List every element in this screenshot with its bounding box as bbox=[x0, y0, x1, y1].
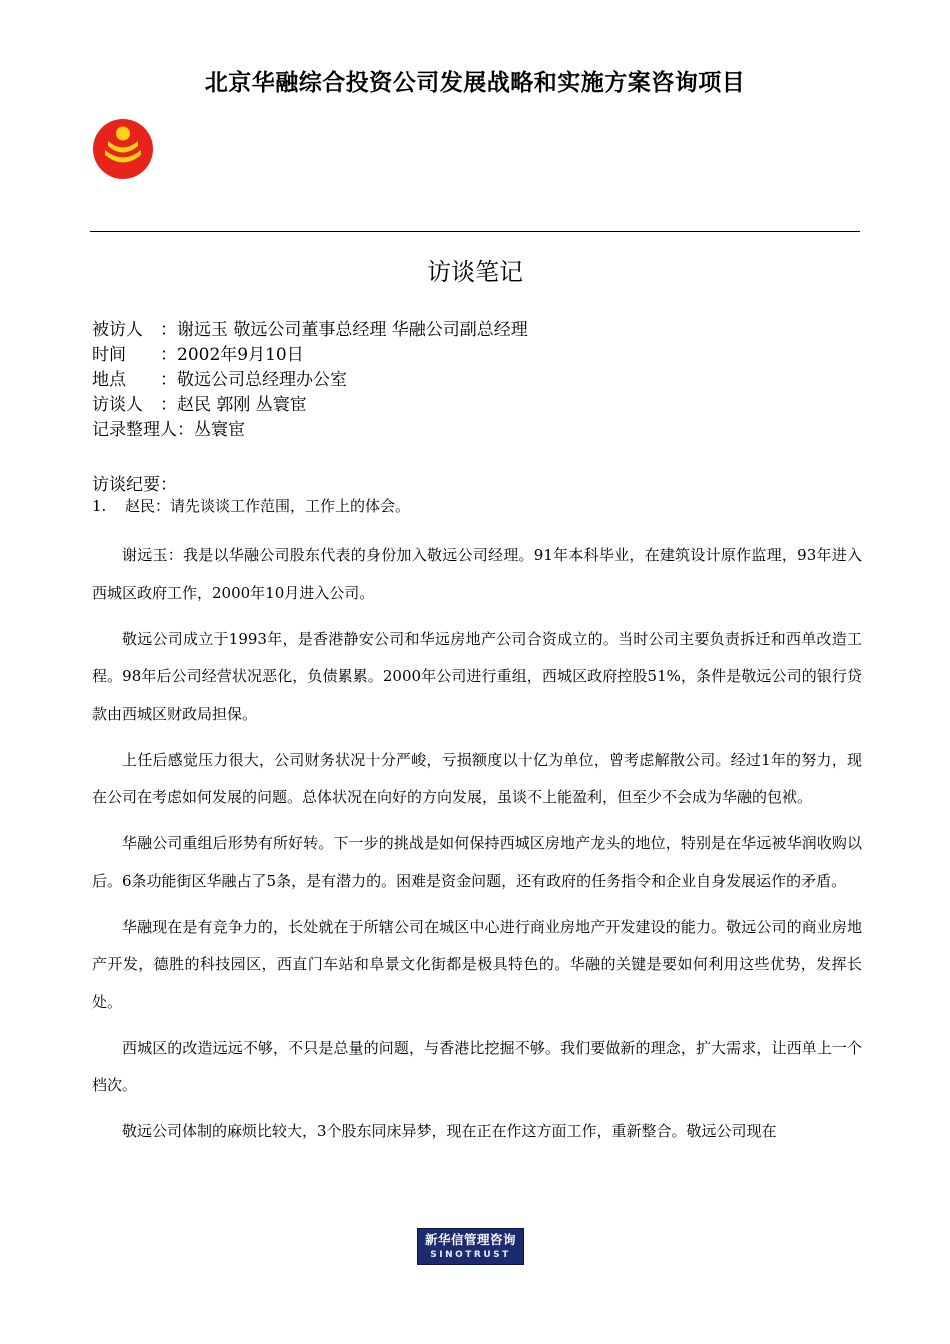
paragraph: 上任后感觉压力很大，公司财务状况十分严峻，亏损额度以十亿为单位，曾考虑解散公司。经过1年的努力，现在公司在考虑如何发展的问题。总体状况在向好的方向发展，虽谈不上能盈利，但至少不会成为华融的包袱。 bbox=[92, 750, 862, 806]
meta-place bbox=[92, 368, 528, 393]
meta-interviewee bbox=[92, 318, 528, 343]
meta-recorder bbox=[92, 418, 528, 443]
company-logo bbox=[92, 118, 154, 180]
meta-label: 访谈人 bbox=[92, 395, 143, 415]
paragraph: 华融公司重组后形势有所好转。下一步的挑战是如何保持西城区房地产龙头的地位，特别是在华远被华润收购以后。6条功能街区华融占了5条，是有潜力的。困难是资金问题，还有政府的任务指令和企业自身发展运作的矛盾。 bbox=[92, 834, 862, 890]
interview-meta bbox=[92, 318, 528, 443]
header-divider bbox=[90, 231, 860, 232]
meta-value: ：2002年9月10日 bbox=[160, 345, 304, 365]
meta-value: ：敬远公司总经理办公室 bbox=[160, 370, 347, 390]
meta-label: 地点 bbox=[92, 370, 126, 390]
meta-label: 记录整理人 bbox=[92, 420, 177, 440]
paragraph: 敬远公司体制的麻烦比较大，3个股东同床异梦，现在正在作这方面工作，重新整合。敬远公司现在 bbox=[122, 1122, 777, 1140]
meta-label: 时间 bbox=[92, 345, 126, 365]
meta-time bbox=[92, 343, 528, 368]
document-title: 访谈笔记 bbox=[427, 258, 523, 286]
question-number: 1. bbox=[92, 497, 107, 515]
project-title: 北京华融综合投资公司发展战略和实施方案咨询项目 bbox=[204, 70, 746, 96]
question-text: 赵民：请先谈谈工作范围，工作上的体会。 bbox=[125, 497, 411, 515]
paragraph: 华融现在是有竞争力的，长处就在于所辖公司在城区中心进行商业房地产开发建设的能力。敬远公司的商业房地产开发，德胜的科技园区，西直门车站和阜景文化街都是极具特色的。华融的关键是要如何利用这些优势，发挥长处。 bbox=[92, 917, 862, 1011]
meta-value: ：赵民 郭刚 丛寰宦 bbox=[160, 395, 307, 415]
meta-label: 被访人 bbox=[92, 320, 143, 340]
sinotrust-logo bbox=[417, 1228, 524, 1265]
huarong-logo-icon bbox=[92, 118, 154, 180]
meta-value: ：丛寰宦 bbox=[177, 420, 245, 440]
meta-value: ：谢远玉 敬远公司董事总经理 华融公司副总经理 bbox=[160, 320, 528, 340]
question-item bbox=[92, 495, 410, 516]
interview-body bbox=[92, 537, 862, 1159]
summary-heading: 访谈纪要： bbox=[92, 475, 177, 495]
paragraph: 敬远公司成立于1993年，是香港静安公司和华远房地产公司合资成立的。当时公司主要负责拆迁和西单改造工程。98年后公司经营状况恶化，负债累累。2000年公司进行重组，西城区政府控股51%，条件是敬远公司的银行贷款由西城区财政局担保。 bbox=[92, 629, 862, 723]
footer-logo-en: SINOTRUST bbox=[430, 1250, 511, 1260]
paragraph: 谢远玉：我是以华融公司股东代表的身份加入敬远公司经理。91年本科毕业，在建筑设计原作监理，93年进入西城区政府工作，2000年10月进入公司。 bbox=[92, 546, 862, 602]
paragraph: 西城区的改造远远不够，不只是总量的问题，与香港比挖掘不够。我们要做新的理念，扩大需求，让西单上一个档次。 bbox=[92, 1038, 862, 1094]
footer-logo-cn: 新华信管理咨询 bbox=[424, 1232, 516, 1247]
meta-interviewer bbox=[92, 393, 528, 418]
